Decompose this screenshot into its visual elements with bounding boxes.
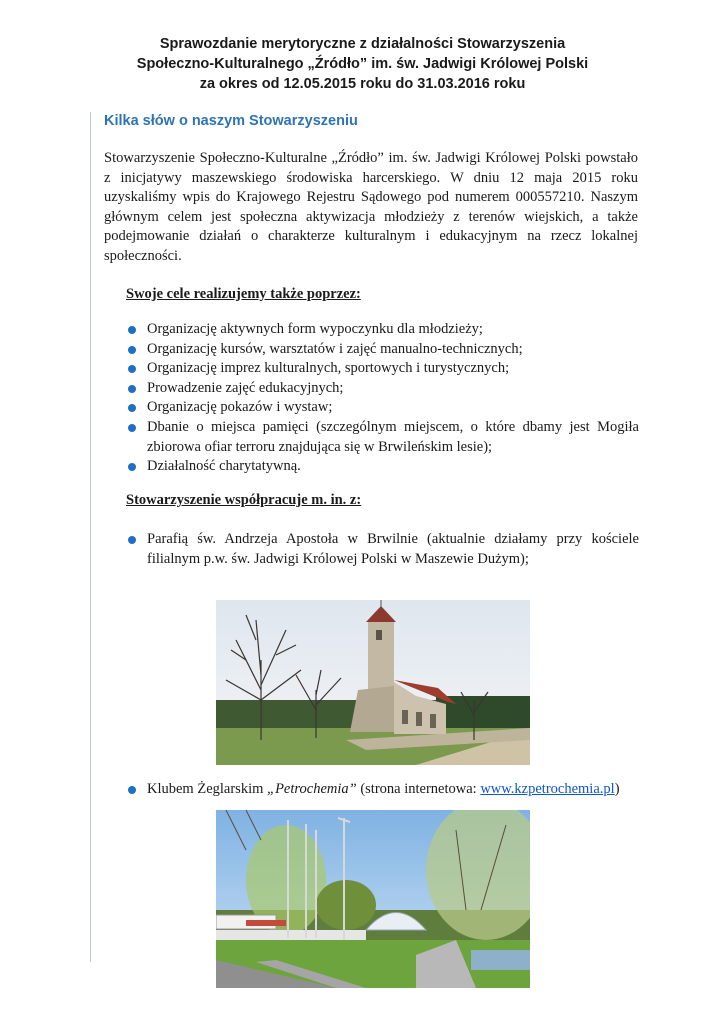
bullet-icon — [128, 365, 136, 373]
list-item: Organizację aktywnych form wypoczynku dla młodzieży; — [126, 320, 639, 340]
list-item: Parafią św. Andrzeja Apostoła w Brwilnie (aktualnie działamy przy kościele filialnym p.w. św. Jadwigi Królowej Polski w Maszewie Dużym); — [126, 530, 639, 569]
club-name: „Petrochemia” — [267, 781, 357, 797]
title-line-3: za okres od 12.05.2015 roku do 31.03.2016 roku — [199, 76, 526, 92]
intro-paragraph: Stowarzyszenie Społeczno-Kulturalne „Źródło” im. św. Jadwigi Królowej Polski powstało z inicjatywy maszewskiego środowiska harcerskiego. W dniu 12 maja 2015 roku uzyskaliśmy wpis do Krajowego Rejestru Sądowego pod numerem 000557210. Naszym głównym celem jest społeczna aktywizacja młodzieży z terenów wiejskich, a także podejmowanie działań o charakterze kulturalnym i edukacyjnym na rzecz lokalnej społeczności. — [104, 150, 638, 264]
bullet-icon — [128, 463, 136, 471]
partners-list-1 — [126, 530, 639, 569]
margin-rule — [90, 112, 91, 962]
bullet-icon — [128, 404, 136, 412]
list-item: Organizację kursów, warsztatów i zajęć manualno-technicznych; — [126, 340, 639, 360]
bullet-icon — [128, 346, 136, 354]
bullet-icon — [128, 786, 136, 794]
church-photo — [216, 600, 530, 765]
list-item: Działalność charytatywną. — [126, 457, 639, 477]
section-heading: Kilka słów o naszym Stowarzyszeniu — [104, 113, 358, 129]
marina-image — [216, 810, 530, 988]
report-title — [0, 34, 725, 94]
church-image — [216, 600, 530, 765]
list-item: Organizację pokazów i wystaw; — [126, 398, 639, 418]
title-line-2: Społeczno-Kulturalnego „Źródło” im. św. Jadwigi Królowej Polski — [136, 56, 589, 72]
list-item: Klubem Żeglarskim „Petrochemia” (strona internetowa: www.kzpetrochemia.pl) — [126, 780, 639, 800]
title-line-1: Sprawozdanie merytoryczne z działalności Stowarzyszenia — [159, 36, 566, 52]
bullet-icon — [128, 326, 136, 334]
partners-list-2 — [126, 780, 639, 800]
partners-heading: Stowarzyszenie współpracuje m. in. z: — [126, 492, 362, 508]
list-item: Prowadzenie zajęć edukacyjnych; — [126, 379, 639, 399]
goals-heading: Swoje cele realizujemy także poprzez: — [126, 286, 361, 302]
list-item: Organizację imprez kulturalnych, sportowych i turystycznych; — [126, 359, 639, 379]
bullet-icon — [128, 385, 136, 393]
goals-list — [126, 320, 639, 477]
list-item: Dbanie o miejsca pamięci (szczególnym miejscem, o które dbamy jest Mogiła zbiorowa ofiar terroru znajdująca się w Brwileńskim lesie); — [126, 418, 639, 457]
bullet-icon — [128, 536, 136, 544]
sailing-club-photo — [216, 810, 530, 988]
bullet-icon — [128, 424, 136, 432]
club-website-link[interactable]: www.kzpetrochemia.pl — [480, 781, 615, 797]
